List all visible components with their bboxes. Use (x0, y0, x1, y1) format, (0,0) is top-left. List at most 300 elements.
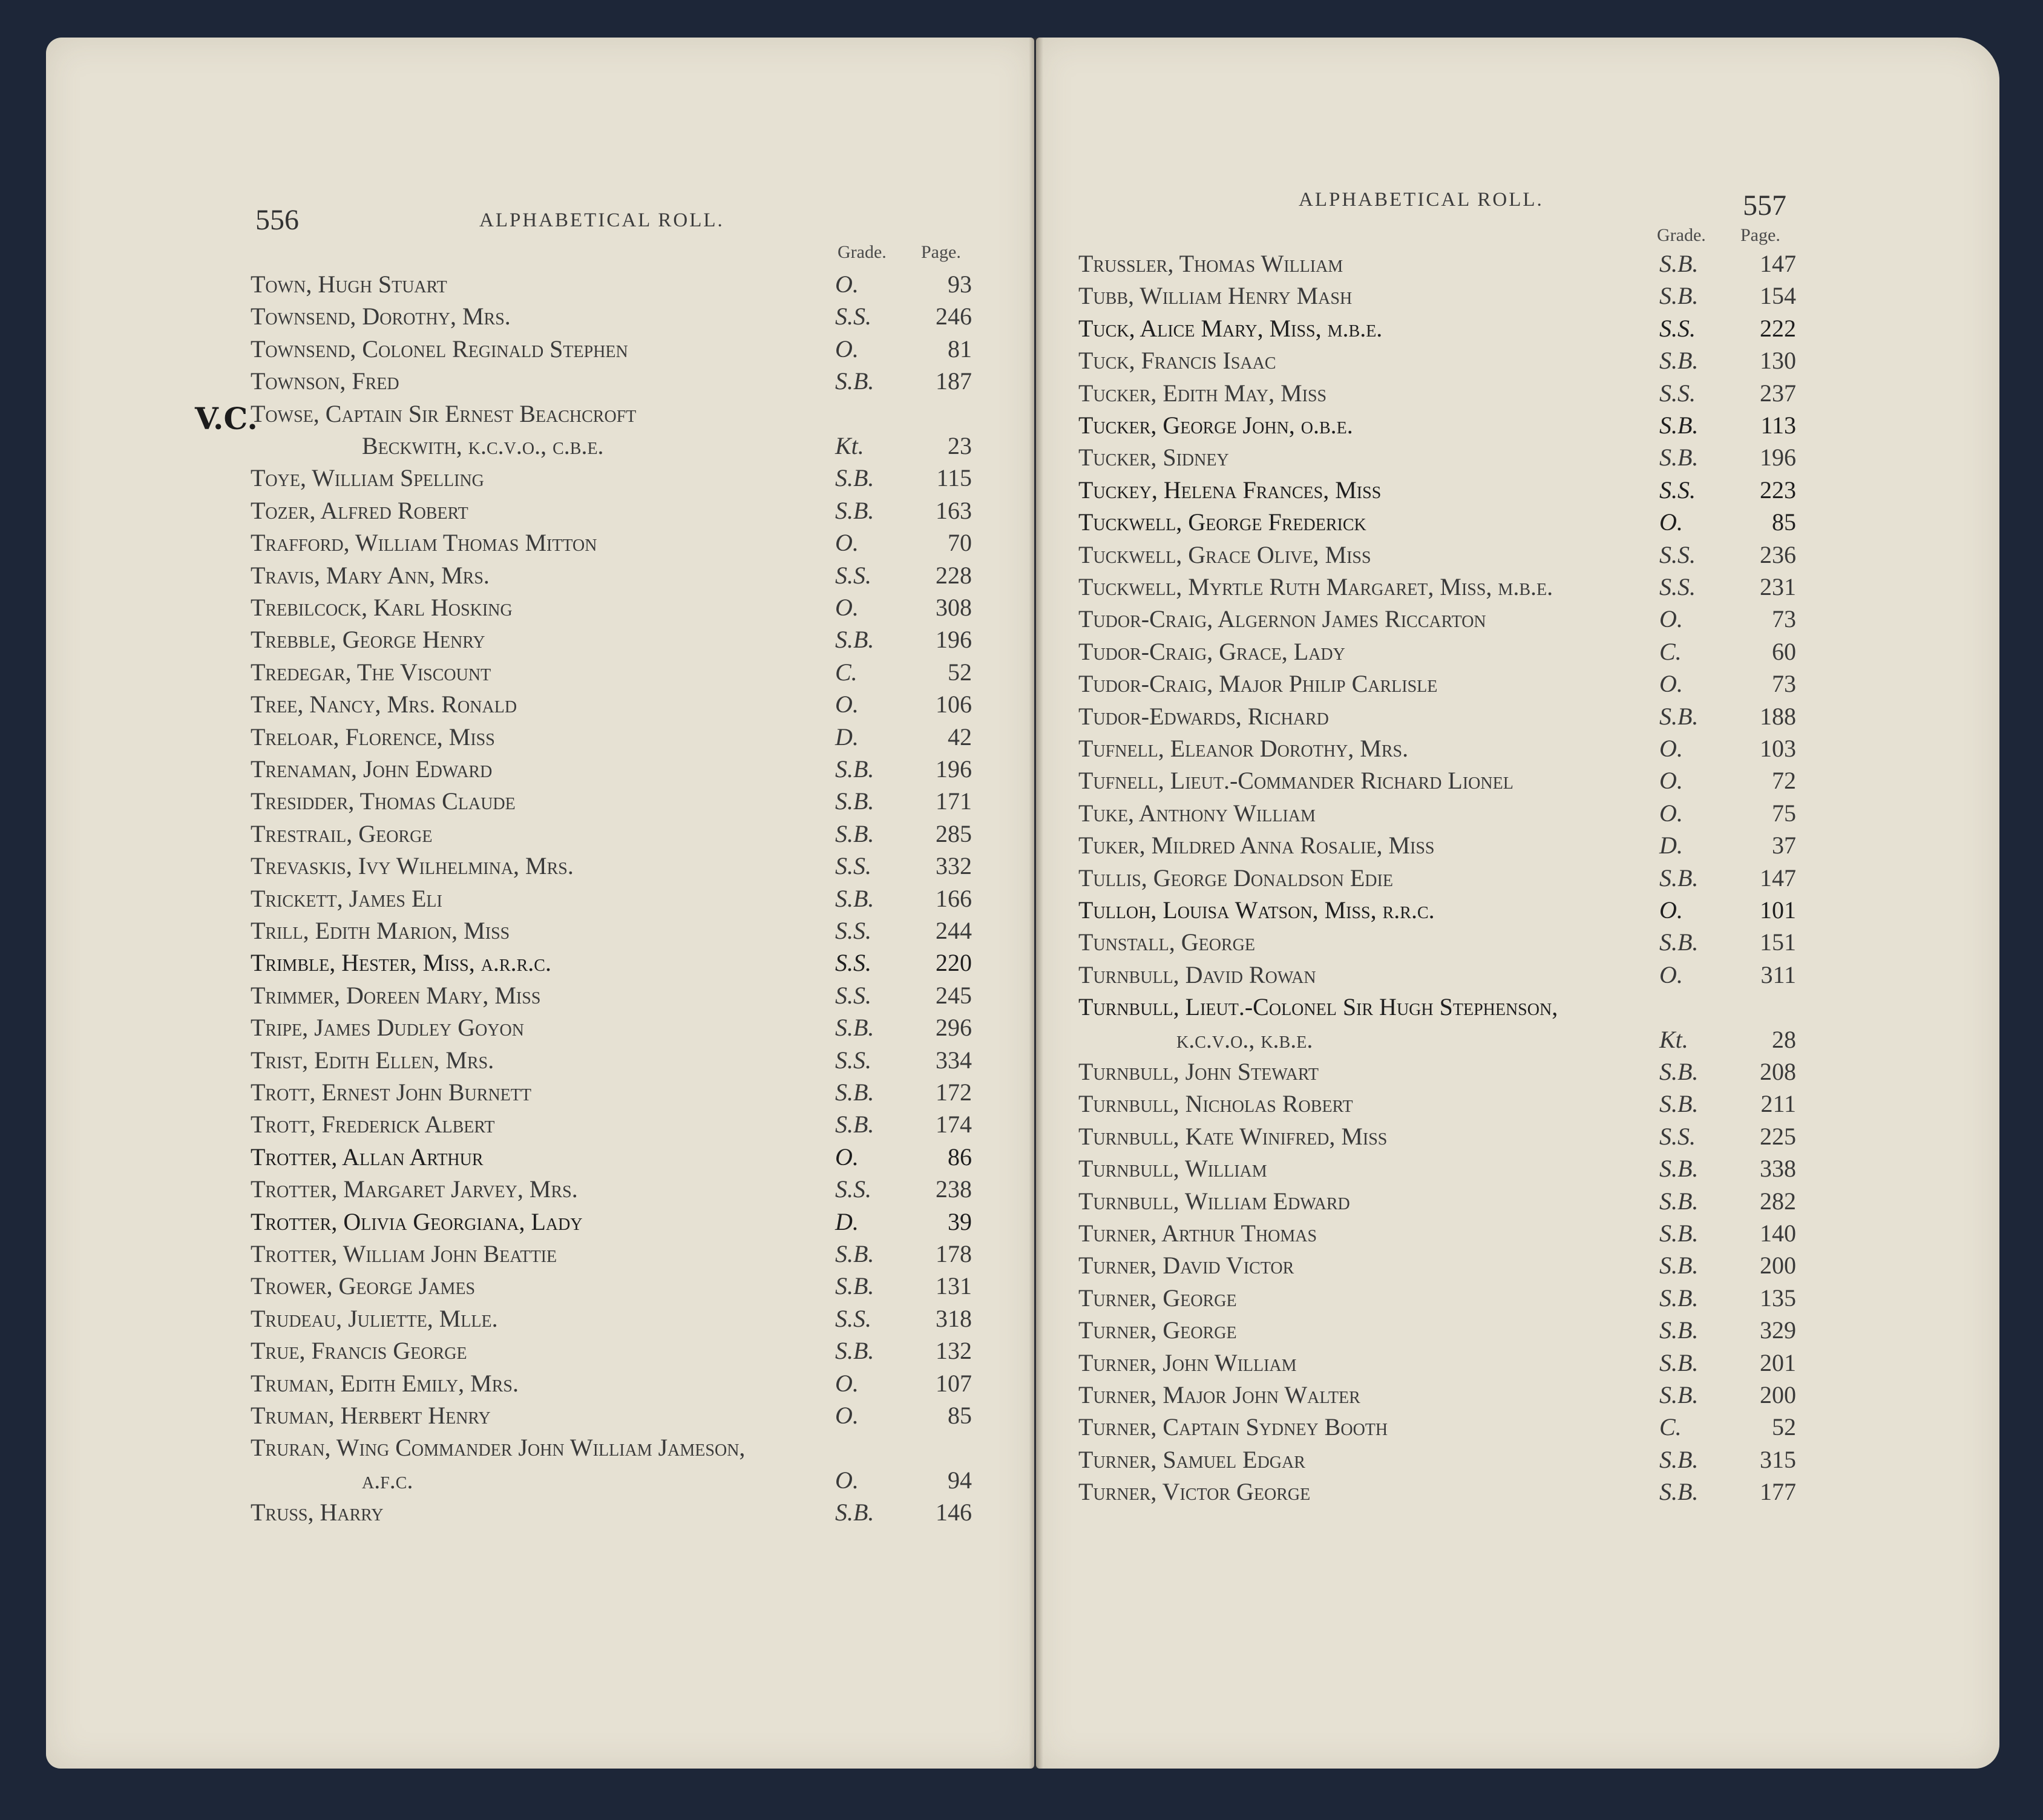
entry-surname: Townsend (251, 303, 350, 330)
entry-page: 85 (948, 1402, 972, 1429)
entry-given-names: , Mildred Anna Rosalie, Miss (1139, 832, 1435, 859)
roll-entry (251, 1336, 978, 1368)
entry-given-names: , Edith Emily, Mrs. (328, 1369, 519, 1397)
roll-entry (251, 432, 978, 464)
entry-surname: Trussler (1078, 250, 1168, 277)
roll-entry (251, 270, 978, 302)
entry-given-names: , Alfred Robert (309, 496, 468, 524)
entry-name (1078, 1057, 1319, 1086)
entry-surname: Trimble (251, 949, 330, 977)
entry-surname: Trudeau (251, 1304, 336, 1332)
entry-surname: Tuckwell (1078, 540, 1176, 568)
entry-name (1078, 1477, 1310, 1506)
entry-given-names: , Florence, Miss (333, 723, 495, 751)
entry-surname: Tredegar (251, 658, 346, 686)
entry-page: 52 (1772, 1413, 1796, 1441)
entry-name (251, 1013, 524, 1042)
entry-surname: Tuker (1078, 832, 1140, 859)
roll-entry (251, 981, 978, 1013)
entry-given-names: , Samuel Edgar (1150, 1445, 1305, 1473)
entry-name (1078, 799, 1316, 827)
entry-page: 211 (1760, 1090, 1796, 1118)
roll-entry (1078, 1349, 1802, 1381)
roll-entry (1078, 734, 1802, 766)
roll-entry (1078, 314, 1802, 346)
roll-entry (251, 658, 978, 690)
roll-entry (251, 1013, 978, 1045)
roll-entry (1078, 508, 1802, 540)
entry-page: 196 (1760, 444, 1796, 471)
left-page-number: 556 (255, 204, 299, 236)
entry-name (362, 1466, 413, 1494)
entry-surname: Turner (1078, 1284, 1151, 1312)
entry-given-names: , Alice Mary, Miss, m.b.e. (1129, 314, 1383, 342)
entry-name (1078, 411, 1353, 439)
entry-name (251, 916, 510, 945)
entry-name (1078, 508, 1366, 536)
entry-name (1078, 573, 1553, 601)
roll-entry (251, 1369, 978, 1401)
entry-surname: Tuck (1078, 314, 1129, 342)
entry-page: 223 (1760, 476, 1796, 504)
entry-surname: Turnbull (1078, 993, 1173, 1021)
entry-given-names: , Thomas William (1167, 250, 1343, 277)
entry-given-names: , Helena Frances, Miss (1151, 476, 1382, 504)
roll-entry (1078, 831, 1802, 863)
entry-given-names: , Arthur Thomas (1150, 1220, 1317, 1247)
entry-name (251, 690, 517, 718)
entry-surname: Turnbull (1078, 1122, 1173, 1150)
entry-given-names: , Major Philip Carlisle (1207, 670, 1438, 698)
entry-given-names: , Olivia Georgiana, Lady (331, 1207, 583, 1235)
entry-given-names: , Mary Ann, Mrs. (313, 561, 490, 589)
entry-grade: D. (835, 1207, 859, 1235)
left-running-head: ALPHABETICAL ROLL. (479, 209, 724, 231)
entry-name (1078, 766, 1513, 795)
entry-given-names: , James Eli (336, 884, 442, 912)
entry-name (1078, 1445, 1305, 1474)
entry-given-names: k.c.v.o., k.b.e. (1176, 1025, 1313, 1053)
entry-surname: Trebble (251, 626, 330, 654)
entry-name (251, 1078, 531, 1106)
entry-grade: O. (835, 1143, 859, 1171)
entry-page: 147 (1760, 864, 1796, 892)
right-grade-header: Grade. (1657, 225, 1706, 245)
entry-grade: O. (835, 529, 859, 557)
entry-page: 103 (1760, 735, 1796, 762)
entry-page: 285 (936, 820, 972, 847)
entry-grade: O. (1659, 799, 1683, 827)
entry-given-names: , George (1150, 1316, 1237, 1344)
entry-grade: O. (1659, 605, 1683, 633)
entry-grade: S.B. (1659, 1090, 1699, 1118)
entry-given-names: , Thomas Claude (348, 787, 516, 815)
entry-page: 332 (936, 852, 972, 880)
entry-grade: S.B. (835, 1272, 874, 1300)
entry-given-names: , Harry (307, 1499, 384, 1526)
entry-name (251, 302, 511, 330)
entry-grade: S.B. (1659, 1187, 1699, 1215)
entry-page: 60 (1772, 637, 1796, 665)
entry-surname: Trickett (251, 884, 337, 912)
entry-surname: Tucker (1078, 412, 1151, 439)
entry-given-names: , William (1173, 1155, 1267, 1183)
entry-surname: Tuckwell (1078, 508, 1176, 536)
roll-entry (251, 1240, 978, 1272)
entry-given-names: , Kate Winifred, Miss (1173, 1122, 1388, 1150)
roll-entry (1078, 1122, 1802, 1154)
entry-page: 237 (1760, 379, 1796, 407)
entry-grade: S.B. (1659, 1316, 1699, 1344)
entry-surname: Trevaskis (251, 852, 346, 880)
entry-grade: S.B. (1659, 1349, 1699, 1376)
entry-grade: O. (835, 1402, 859, 1429)
entry-given-names: , Grace Olive, Miss (1176, 540, 1371, 568)
entry-page: 172 (936, 1079, 972, 1106)
entry-name (251, 1175, 578, 1203)
entry-surname: Trotter (251, 1143, 332, 1171)
roll-entry (251, 399, 978, 432)
entry-given-names: , Nancy, Mrs. Ronald (297, 691, 517, 718)
entry-surname: Turner (1078, 1478, 1151, 1506)
entry-given-names: , Lieut.-Commander Richard Lionel (1158, 767, 1513, 795)
entry-name (362, 432, 604, 460)
entry-given-names: , George (346, 820, 433, 847)
entry-surname: Tuke (1078, 799, 1128, 827)
roll-entry (1078, 1381, 1802, 1413)
entry-page: 42 (948, 723, 972, 751)
entry-given-names: , Frederick Albert (309, 1111, 495, 1138)
entry-name (251, 884, 442, 913)
entry-grade: O. (1659, 735, 1683, 762)
entry-surname: Tree (251, 691, 298, 718)
entry-name (251, 496, 468, 525)
entry-given-names: , George Donaldson Edie (1141, 864, 1393, 892)
entry-page: 222 (1760, 314, 1796, 342)
entry-name (1078, 1413, 1388, 1441)
entry-surname: Tudor-Edwards (1078, 702, 1236, 730)
entry-grade: S.S. (835, 852, 871, 880)
entry-page: 140 (1760, 1220, 1796, 1247)
right-page-header: Page. (1740, 225, 1780, 245)
roll-entry (251, 884, 978, 916)
roll-entry (251, 690, 978, 722)
entry-given-names: Beckwith, k.c.v.o., c.b.e. (362, 432, 604, 459)
roll-entry (251, 1110, 978, 1142)
entry-given-names: , William Spelling (300, 464, 484, 492)
entry-grade: O. (835, 1466, 859, 1494)
entry-given-names: , George James (326, 1272, 476, 1300)
entry-grade: S.B. (835, 1111, 874, 1138)
entry-surname: Trebilcock (251, 594, 362, 621)
entry-grade: C. (1659, 637, 1682, 665)
book-gutter (1029, 38, 1043, 1769)
entry-given-names: , David Victor (1150, 1252, 1294, 1280)
entry-surname: Tudor-Craig (1078, 605, 1207, 633)
roll-entry (1078, 896, 1802, 928)
entry-page: 154 (1760, 282, 1796, 310)
roll-entry (1078, 443, 1802, 475)
roll-entry (1078, 669, 1802, 701)
entry-name (251, 1304, 498, 1333)
entry-grade: S.B. (1659, 1155, 1699, 1183)
entry-surname: Trist (251, 1046, 303, 1074)
entry-name (251, 1272, 475, 1300)
roll-entry (251, 302, 978, 334)
entry-page: 196 (936, 755, 972, 783)
entry-grade: S.B. (1659, 702, 1699, 730)
entry-grade: S.B. (1659, 347, 1699, 375)
entry-surname: Trott (251, 1111, 310, 1138)
entry-surname: Truss (251, 1499, 308, 1526)
entry-name (251, 1401, 491, 1430)
entry-page: 23 (948, 432, 972, 459)
entry-surname: Travis (251, 561, 314, 589)
roll-entry (251, 1272, 978, 1304)
entry-grade: S.B. (835, 1499, 874, 1526)
roll-entry (251, 561, 978, 593)
entry-name (1078, 281, 1352, 310)
entry-given-names: , George (1169, 928, 1255, 956)
entry-grade: S.S. (1659, 379, 1696, 407)
entry-grade: S.B. (1659, 444, 1699, 471)
entry-name (1078, 669, 1437, 698)
entry-page: 39 (948, 1207, 972, 1235)
roll-entry (1078, 605, 1802, 637)
entry-grade: S.B. (835, 1079, 874, 1106)
entry-name (1078, 605, 1486, 633)
entry-surname: Turner (1078, 1445, 1151, 1473)
entry-grade: S.B. (835, 820, 874, 847)
entry-name (251, 1498, 384, 1526)
entry-grade: O. (835, 691, 859, 718)
entry-page: 132 (936, 1337, 972, 1365)
entry-grade: S.B. (835, 367, 874, 395)
entry-given-names: , George Henry (330, 626, 485, 654)
entry-surname: Treloar (251, 723, 333, 751)
entry-grade: S.B. (835, 496, 874, 524)
roll-entry (1078, 702, 1802, 734)
roll-entry (251, 1304, 978, 1336)
entry-name (251, 399, 636, 428)
entry-name (1078, 249, 1343, 278)
entry-surname: Tripe (251, 1014, 303, 1042)
entry-name (251, 820, 432, 848)
entry-surname: Trenaman (251, 755, 351, 783)
entry-given-names: , Doreen Mary, Miss (334, 981, 541, 1009)
roll-entry (1078, 1089, 1802, 1122)
entry-surname: Tresidder (251, 787, 349, 815)
entry-page: 115 (936, 464, 972, 492)
entry-page: 75 (1772, 799, 1796, 827)
entry-page: 107 (936, 1369, 972, 1397)
roll-entry (1078, 540, 1802, 573)
entry-page: 220 (936, 949, 972, 977)
entry-surname: Tozer (251, 496, 310, 524)
entry-name (1078, 1251, 1294, 1280)
entry-surname: Trestrail (251, 820, 347, 847)
entry-name (251, 1240, 557, 1268)
roll-entry (251, 464, 978, 496)
entry-given-names: , The Viscount (345, 658, 491, 686)
entry-given-names: , Sidney (1150, 444, 1229, 471)
entry-given-names: , Major John Walter (1150, 1381, 1360, 1408)
entry-page: 171 (936, 787, 972, 815)
entry-surname: Townsend (251, 335, 350, 363)
entry-surname: Tubb (1078, 282, 1129, 310)
entry-surname: Truran (251, 1434, 325, 1462)
roll-entry (1078, 766, 1802, 798)
entry-page: 196 (936, 626, 972, 654)
entry-name (1078, 346, 1276, 375)
entry-surname: Turnbull (1078, 961, 1173, 988)
entry-surname: Turner (1078, 1316, 1151, 1344)
roll-entry (1078, 476, 1802, 508)
roll-entry (251, 1466, 978, 1498)
roll-entry (251, 593, 978, 625)
entry-page: 338 (1760, 1155, 1796, 1183)
entry-name (1078, 1316, 1237, 1344)
entry-grade: S.B. (835, 1014, 874, 1042)
entry-given-names: , Grace, Lady (1207, 637, 1345, 665)
entry-given-names: , William Thomas Mitton (343, 529, 597, 557)
entry-surname: Tucker (1078, 379, 1151, 407)
right-page-number: 557 (1743, 189, 1786, 222)
entry-surname: Town (251, 271, 306, 298)
entry-given-names: , James Dudley Goyon (302, 1014, 524, 1042)
entry-surname: Tufnell (1078, 735, 1158, 762)
entry-page: 163 (936, 496, 972, 524)
entry-given-names: , Myrtle Ruth Margaret, Miss, m.b.e. (1176, 573, 1553, 600)
entry-given-names: , Margaret Jarvey, Mrs. (331, 1175, 578, 1203)
entry-page: 70 (948, 529, 972, 557)
roll-entry (1078, 1477, 1802, 1510)
entry-name (251, 464, 484, 492)
entry-name (1078, 1122, 1387, 1151)
entry-name (1078, 314, 1382, 343)
entry-name (1078, 993, 1558, 1021)
entry-given-names: a.f.c. (362, 1466, 413, 1494)
entry-given-names: , William Henry Mash (1128, 282, 1353, 310)
entry-page: 200 (1760, 1252, 1796, 1280)
entry-name (251, 948, 551, 977)
entry-page: 177 (1760, 1478, 1796, 1506)
entry-grade: S.S. (1659, 314, 1696, 342)
entry-page: 94 (948, 1466, 972, 1494)
entry-page: 236 (1760, 540, 1796, 568)
entry-name (1078, 637, 1345, 666)
entry-given-names: , Anthony William (1127, 799, 1316, 827)
entry-grade: C. (1659, 1413, 1682, 1441)
entry-grade: O. (1659, 896, 1683, 924)
entry-given-names: , George John, o.b.e. (1150, 412, 1353, 439)
roll-entry (1078, 281, 1802, 314)
entry-page: 130 (1760, 347, 1796, 375)
entry-page: 81 (948, 335, 972, 363)
roll-entry (251, 1433, 978, 1465)
entry-name (251, 1143, 484, 1171)
entry-surname: Townson (251, 367, 340, 395)
entry-surname: Truman (251, 1369, 329, 1397)
roll-entry (1078, 1025, 1802, 1057)
roll-entry (251, 1143, 978, 1175)
entry-grade: S.B. (835, 755, 874, 783)
entry-grade: S.B. (1659, 1381, 1699, 1408)
entry-surname: Trimmer (251, 981, 335, 1009)
entry-grade: O. (835, 1369, 859, 1397)
entry-page: 311 (1760, 961, 1796, 988)
roll-entry (1078, 961, 1802, 993)
entry-name (1078, 1089, 1353, 1118)
entry-grade: O. (1659, 508, 1683, 536)
entry-grade: Kt. (835, 432, 864, 459)
roll-entry (251, 625, 978, 657)
entry-surname: Tullis (1078, 864, 1141, 892)
entry-given-names: , John Edward (351, 755, 493, 783)
roll-entry (1078, 1154, 1802, 1186)
entry-given-names: , Colonel Reginald Stephen (350, 335, 628, 363)
entry-surname: Turner (1078, 1349, 1151, 1376)
entry-given-names: , Edith May, Miss (1150, 379, 1327, 407)
entry-surname: Tudor-Craig (1078, 637, 1207, 665)
entry-page: 238 (936, 1175, 972, 1203)
entry-page: 151 (1760, 928, 1796, 956)
roll-entry (251, 1078, 978, 1110)
entry-surname: Towse (251, 399, 313, 427)
entry-name (251, 1110, 494, 1138)
entry-page: 308 (936, 594, 972, 621)
entry-page: 73 (1772, 670, 1796, 698)
roll-entry (251, 852, 978, 884)
entry-page: 187 (936, 367, 972, 395)
roll-entry (251, 755, 978, 787)
entry-page: 93 (948, 271, 972, 298)
entry-grade: S.B. (1659, 1478, 1699, 1506)
entry-grade: S.S. (1659, 476, 1696, 504)
entry-page: 244 (936, 917, 972, 944)
entry-page: 334 (936, 1046, 972, 1074)
entry-given-names: , Francis Isaac (1129, 347, 1276, 375)
entry-grade: O. (835, 271, 859, 298)
entry-name (251, 787, 516, 815)
entry-surname: Tucker (1078, 444, 1151, 471)
entry-given-names: , George Frederick (1176, 508, 1366, 536)
entry-page: 208 (1760, 1058, 1796, 1085)
entry-given-names: , Dorothy, Mrs. (350, 303, 511, 330)
roll-entry (1078, 1219, 1802, 1251)
entry-given-names: , Karl Hosking (361, 594, 513, 621)
entry-page: 166 (936, 884, 972, 912)
entry-name (251, 755, 492, 783)
entry-surname: Trill (251, 917, 303, 944)
entry-surname: Turnbull (1078, 1058, 1173, 1085)
entry-grade: S.B. (835, 626, 874, 654)
entry-name (1078, 1381, 1360, 1409)
entry-name (251, 367, 399, 395)
entry-name (251, 625, 485, 654)
entry-page: 201 (1760, 1349, 1796, 1376)
entry-name (1078, 443, 1229, 471)
entry-surname: Trotter (251, 1207, 332, 1235)
entry-surname: Turner (1078, 1381, 1151, 1408)
entry-surname: Turner (1078, 1220, 1151, 1247)
entry-grade: Kt. (1659, 1025, 1688, 1053)
entry-name (251, 1046, 494, 1074)
entry-grade: S.S. (835, 1304, 871, 1332)
entry-page: 101 (1760, 896, 1796, 924)
roll-entry (251, 528, 978, 560)
entry-surname: Toye (251, 464, 300, 492)
